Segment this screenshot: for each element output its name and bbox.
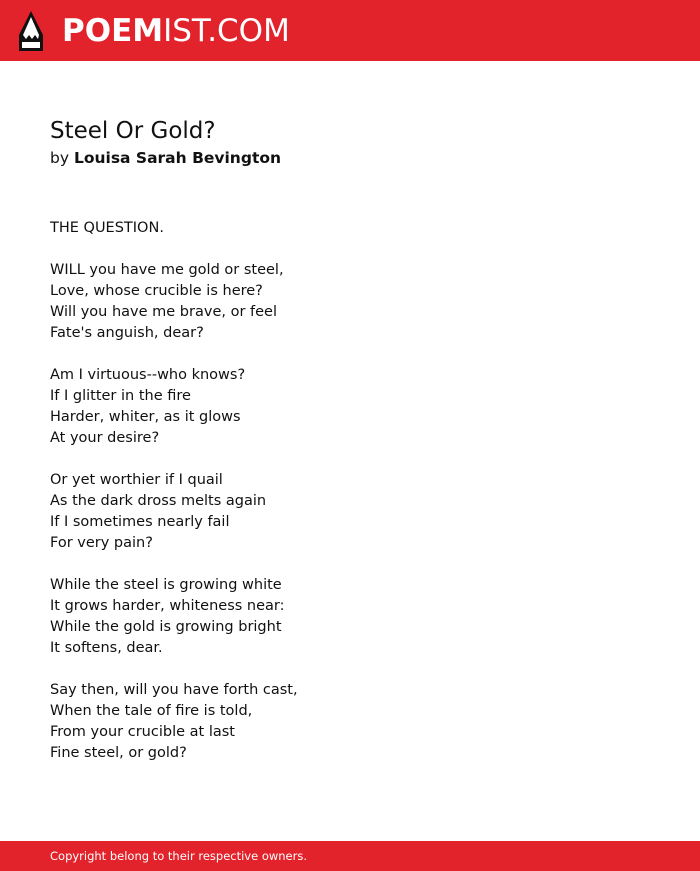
logo-text-light: IST.COM — [163, 13, 290, 49]
poem-byline — [50, 146, 650, 170]
stanza-break — [50, 449, 650, 470]
poem-line: If I sometimes nearly fail — [50, 514, 230, 530]
poem-line: Love, whose crucible is here? — [50, 283, 263, 299]
poem-line: Harder, whiter, as it glows — [50, 409, 241, 425]
poem-title: Steel Or Gold? — [50, 118, 216, 144]
poem-line: WILL you have me gold or steel, — [50, 262, 284, 278]
footer-copyright: Copyright belong to their respective owners. — [50, 849, 308, 863]
byline-prefix: by — [50, 149, 74, 167]
poem-line: Fate's anguish, dear? — [50, 325, 204, 341]
poem-line: While the steel is growing white — [50, 577, 282, 593]
stanza-break — [50, 659, 650, 680]
poem-line: Fine steel, or gold? — [50, 745, 187, 761]
poem-content — [50, 116, 650, 764]
poem-line: At your desire? — [50, 430, 160, 446]
poem-line: It softens, dear. — [50, 640, 163, 656]
stanza-break — [50, 554, 650, 575]
poem-body — [50, 218, 650, 764]
poem-line: From your crucible at last — [50, 724, 235, 740]
poem-line: Say then, will you have forth cast, — [50, 682, 298, 698]
poem-line: For very pain? — [50, 535, 153, 551]
site-header — [0, 0, 700, 61]
logo-text-bold: POEM — [62, 13, 164, 49]
poem-line: Or yet worthier if I quail — [50, 472, 223, 488]
poem-author: Louisa Sarah Bevington — [73, 149, 282, 167]
pencil-tip-icon[interactable] — [19, 11, 43, 51]
poem-line: When the tale of fire is told, — [50, 703, 253, 719]
site-footer — [0, 841, 700, 871]
stanza-break — [50, 239, 650, 260]
site-logo[interactable] — [62, 11, 290, 51]
poem-line: Will you have me brave, or feel — [50, 304, 277, 320]
poem-line: While the gold is growing bright — [50, 619, 282, 635]
poem-line: As the dark dross melts again — [50, 493, 267, 509]
poem-line: If I glitter in the fire — [50, 388, 191, 404]
stanza-break — [50, 344, 650, 365]
poem-line: Am I virtuous--who knows? — [50, 367, 246, 383]
poem-line: It grows harder, whiteness near: — [50, 598, 285, 614]
poem-line: THE QUESTION. — [50, 220, 164, 236]
